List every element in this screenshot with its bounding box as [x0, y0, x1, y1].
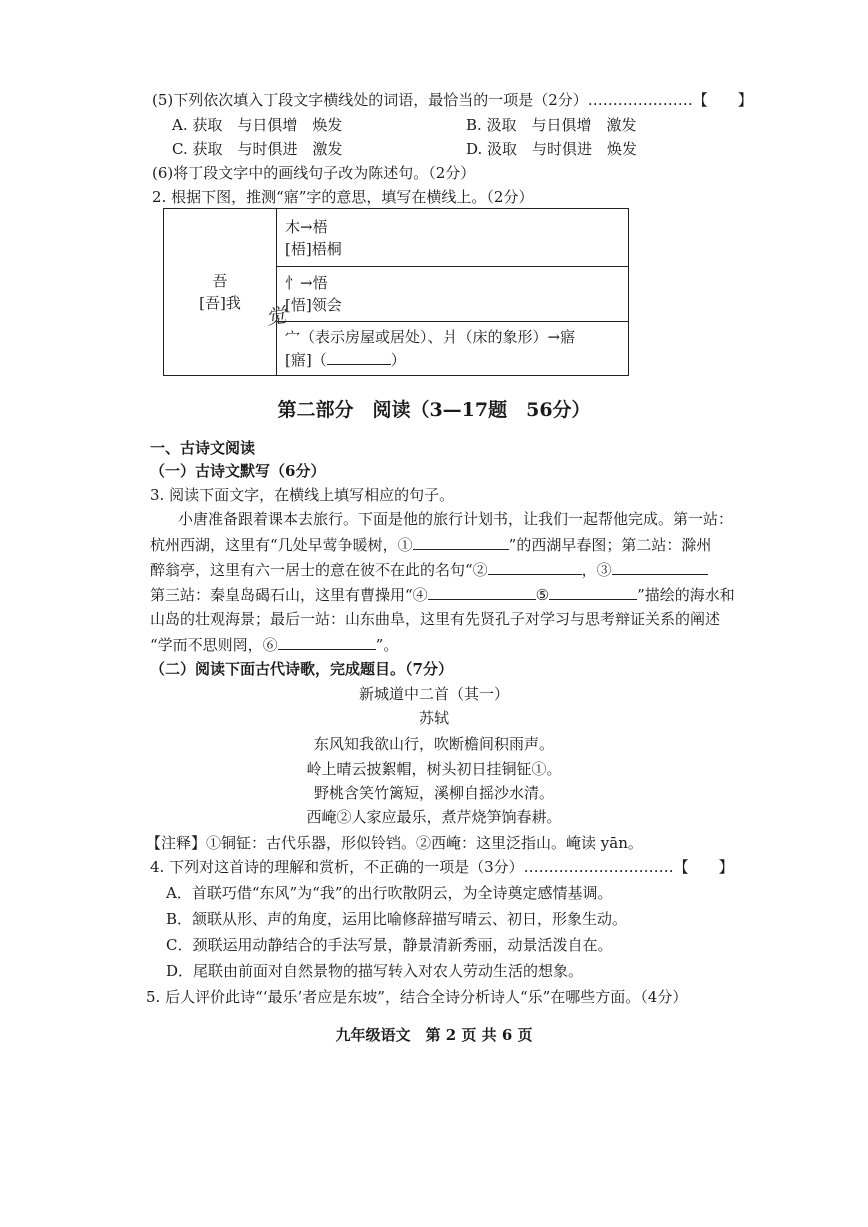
row3-derivation: 宀（表示房屋或居处）、爿（床的象形）→寤: [285, 327, 576, 346]
q3-para-line4: 第三站：秦皇岛碣石山，这里有曹操用“④ ⑤ ”描绘的海水和: [150, 583, 735, 606]
blank-1[interactable]: [413, 533, 509, 550]
poem-line: 西崦②人家应最乐，煮芹烧笋饷春耕。: [306, 808, 562, 826]
radical-diagram-table: [163, 208, 629, 376]
q3-stem: 3. 阅读下面文字，在横线上填写相应的句子。: [150, 486, 455, 504]
q1-6-stem: (6)将丁段文字中的画线句子改为陈述句。（2分）: [152, 164, 476, 182]
q5-stem: 5. 后人评价此诗“‘最乐’者应是东坡”，结合全诗分析诗人“乐”在哪些方面。（4分）: [146, 988, 688, 1006]
blank-6[interactable]: [278, 633, 376, 650]
section1-heading: 一、古诗文阅读: [150, 439, 256, 457]
q3-para-line2: 杭州西湖，这里有“几处早莺争暖树，① ”的西湖早春图；第二站：滁州: [150, 533, 711, 556]
subsection2-heading: （二）阅读下面古代诗歌，完成题目。（7分）: [150, 660, 453, 678]
root-char: 吾: [212, 272, 228, 290]
q1-5-stem: (5)下列依次填入丁段文字横线处的词语，最恰当的一项是（2分）…………………【 】: [152, 91, 753, 109]
blank-4[interactable]: [428, 583, 536, 600]
row1-derivation: 木→梧: [285, 217, 328, 236]
poem-title: 新城道中二首（其一）: [358, 685, 509, 703]
row-wu-tong: [277, 209, 629, 267]
q3-para-line3: 醉翁亭，这里有六一居士的意在彼不在此的名句“② ，③: [150, 558, 708, 581]
blank-3[interactable]: [612, 558, 708, 575]
q1-5-option-c: C. 获取 与时俱进 激发: [172, 140, 343, 158]
page-footer: 九年级语文 第 2 页 共 6 页: [335, 1026, 533, 1044]
handwritten-scribble: 觉: [264, 302, 288, 330]
row-wu-awake: [277, 321, 629, 375]
q1-5-option-d: D. 汲取 与时俱进 焕发: [466, 140, 638, 158]
part2-title: 第二部分 阅读（3—17题 56分）: [277, 399, 591, 421]
poem-line: 岭上晴云披絮帽，树头初日挂铜钲①。: [306, 760, 562, 778]
row2-definition: [悟]领会: [285, 296, 342, 314]
row-wu-understand: [277, 267, 629, 321]
q4-stem: 4. 下列对这首诗的理解和赏析，不正确的一项是（3分）…………………………【 】: [150, 858, 734, 876]
blank-2[interactable]: [488, 558, 582, 575]
q1-5-option-b: B. 汲取 与日俱增 激发: [466, 116, 637, 134]
q3-para-line5: 山岛的壮观海景；最后一站：山东曲阜，这里有先贤孔子对学习与思考辩证关系的阐述: [150, 610, 721, 628]
q2-stem: 2. 根据下图，推测“寤”字的意思，填写在横线上。（2分）: [152, 188, 534, 206]
subsection1-heading: （一）古诗文默写（6分）: [150, 462, 326, 480]
row2-derivation: 忄→悟: [285, 274, 328, 292]
blank-5[interactable]: [549, 583, 637, 600]
poem-author: 苏轼: [418, 709, 449, 727]
q4-option-c: C．颈联运用动静结合的手法写景，静景清新秀丽，动景活泼自在。: [166, 936, 613, 954]
q4-option-d: D．尾联由前面对自然景物的描写转入对农人劳动生活的想象。: [166, 962, 584, 980]
q1-5-option-a: A. 获取 与日俱增 焕发: [172, 116, 343, 134]
q4-option-a: A．首联巧借“东风”为“我”的出行吹散阴云，为全诗奠定感情基调。: [166, 884, 613, 902]
row3-definition: [寤]（ ）: [285, 348, 620, 371]
row1-definition: [梧]梧桐: [285, 239, 342, 258]
q3-para-line1: 小唐准备跟着课本去旅行。下面是他的旅行计划书，让我们一起帮他完成。第一站：: [178, 510, 734, 528]
poem-line: 野桃含笑竹篱短，溪柳自摇沙水清。: [313, 784, 554, 802]
answer-blank-wu[interactable]: [327, 348, 391, 365]
poem-annotation: 【注释】①铜钲：古代乐器，形似铃铛。②西崦：这里泛指山。崦读 yān。: [146, 834, 643, 852]
root-char-cell: [164, 209, 277, 376]
poem-line: 东风知我欲山行，吹断檐间积雨声。: [313, 735, 554, 753]
root-char-definition: [吾]我: [199, 294, 241, 312]
q4-option-b: B．颔联从形、声的角度，运用比喻修辞描写晴云、初日，形象生动。: [166, 910, 628, 928]
q3-para-line6: “学而不思则罔，⑥ ”。: [150, 633, 398, 656]
